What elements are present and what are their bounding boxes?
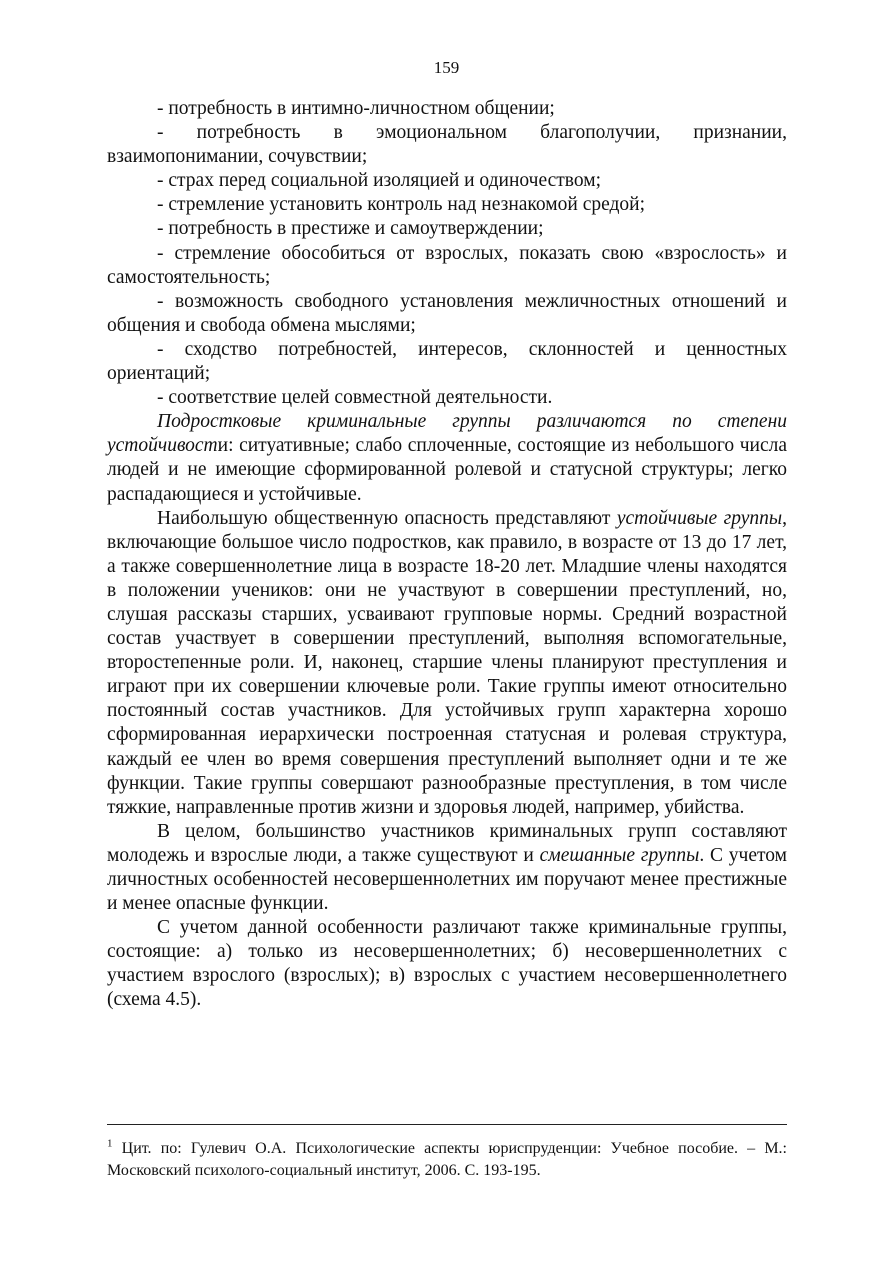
italic-term: устойчивые группы — [616, 507, 783, 529]
list-item: - соответствие целей совместной деятельности. — [157, 387, 553, 409]
paragraph-text: В целом, большинство участников криминальных групп составляют молодежь и взрослые люди, а также существуют и — [107, 820, 787, 866]
list-item: - стремление обособиться от взрослых, показать свою «взрослость» и самостоятельность; — [107, 242, 787, 288]
paragraph-stability — [107, 410, 787, 506]
page-number: 159 — [433, 58, 460, 77]
paragraph-types: С учетом данной особенности различают также криминальные группы, состоящие: а) только из несовершеннолетних; б) несовершеннолетних с участием взрослого (взрослых); в) взрослых с участием несовершеннолетнего (схема 4.5). — [107, 917, 787, 1011]
paragraph-text: . С учетом личностных особенностей несовершеннолетних им поручают менее престижные и менее опасные функции. — [107, 844, 787, 915]
italic-term: смешанные группы — [539, 844, 700, 866]
paragraph-danger — [107, 507, 787, 820]
footnote-text: Цит. по: Гулевич О.А. Психологические аспекты юриспруденции: Учебное пособие. – М.: Московский психолого-социальный институт, 2006. С. 193-195. — [107, 1140, 787, 1179]
footnote-divider — [107, 1124, 787, 1125]
paragraph-text: Наибольшую общественную опасность представляют — [157, 507, 617, 529]
list-item: - возможность свободного установления межличностных отношений и общения и свобода обмена мыслями; — [107, 290, 787, 336]
paragraph-mixed — [107, 820, 787, 916]
italic-term: Подростковые криминальные группы различаются по степени устойчивост — [107, 411, 787, 457]
list-item: - сходство потребностей, интересов, склонностей и ценностных ориентаций; — [107, 338, 787, 385]
paragraph-text: , включающие большое число подростков, как правило, в возрасте от 13 до 17 лет, а также совершеннолетние лица в возрасте 18-20 лет. Младшие члены находятся в положении учеников: они не участвуют в совершении преступлений, но, слушая рассказы старших, усваивают групповые нормы. Средний возрастной состав участвует в совершении преступлений, выполняя вспомогательные, второстепенные роли. И, наконец, старшие члены планируют преступления и играют при их совершении ключевые роли. Такие группы имеют относительно постоянный состав участников. Для устойчивых групп характерна хорошо сформированная иерархически построенная статусная и ролевая структура, каждый ее член во время совершения преступлений выполняет одни и те же функции. Такие группы совершают разнообразные преступления, в том числе тяжкие, направленные против жизни и здоровья людей, например, убийства. — [107, 507, 788, 818]
list-item: - страх перед социальной изоляцией и одиночеством; — [157, 170, 601, 192]
list-item: - потребность в интимно-личностном общении; — [157, 98, 555, 119]
list-item: - стремление установить контроль над незнакомой средой; — [157, 194, 646, 216]
paragraph-text: и: ситуативные; слабо сплоченные, состоящие из небольшого числа людей и не имеющие сформированной ролевой и статусной структуры; легко распадающиеся и устойчивые. — [107, 435, 787, 505]
footnote — [107, 1138, 787, 1182]
list-item: - потребность в престиже и самоутверждении; — [157, 218, 544, 240]
footnote-marker: 1 — [107, 1137, 113, 1150]
main-text — [107, 97, 787, 1013]
list-item: - потребность в эмоциональном благополучии, признании, взаимопонимании, сочувствии; — [107, 122, 787, 168]
